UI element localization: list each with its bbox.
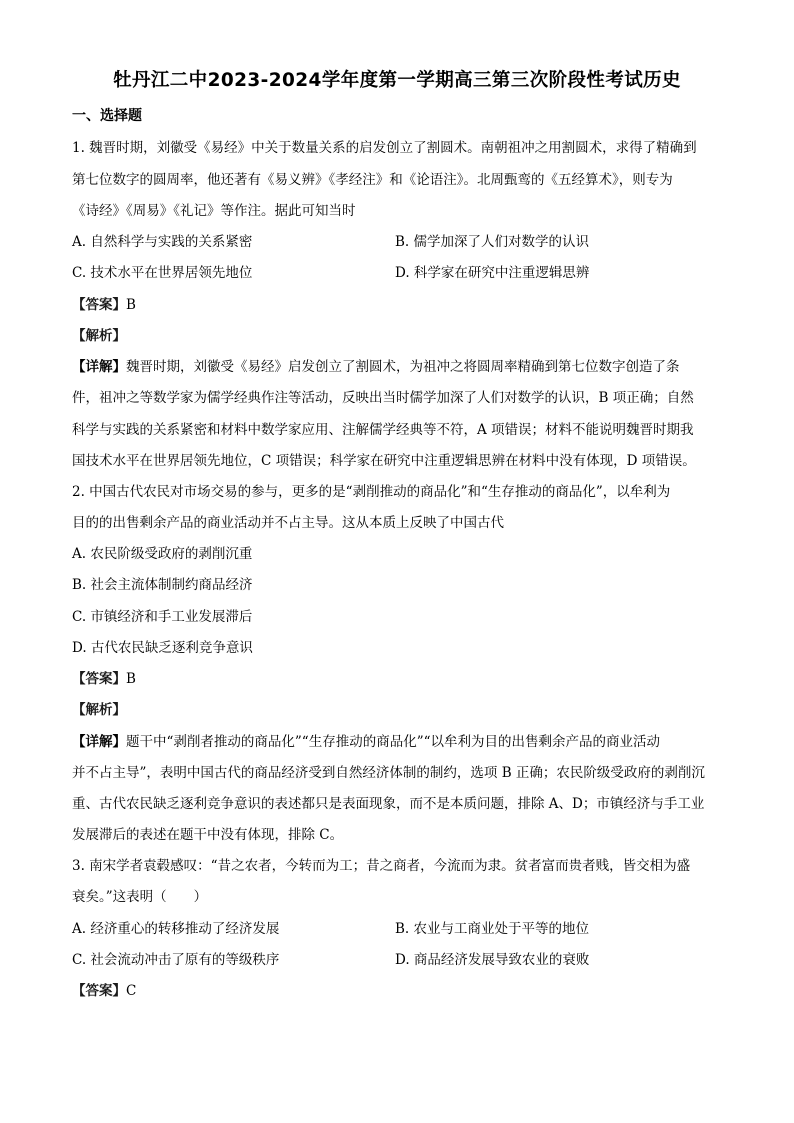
q2-detail-line (72, 732, 722, 752)
detail-label: 【详解】 (72, 734, 126, 750)
q1-detail-line: 科学与实践的关系紧密和材料中数学家应用、注解儒学经典等不符，A 项错误；材料不能说明魏晋时期我 (72, 422, 694, 438)
q2-stem-line: 2. 中国古代农民对市场交易的参与，更多的是“剥削推动的商品化”和“生存推动的商品化”，以牟利为 (72, 484, 671, 500)
q1-option-d: D. 科学家在研究中注重逻辑思辨 (395, 265, 590, 281)
q2-detail-line: 并不占主导”，表明中国古代的商品经济受到自然经济体制的制约，选项 B 正确；农民阶级受政府的剥削沉 (72, 765, 705, 781)
q2-analysis (72, 700, 126, 720)
answer-label: 【答案】 (72, 297, 126, 313)
q3-stem-line: 3. 南宋学者袁毂感叹：“昔之农者，今转而为工；昔之商者，今流而为隶。贫者富而贵者贱，皆交相为盛 (72, 858, 691, 874)
q1-answer (72, 295, 136, 315)
q3-stem-line: 衰矣。”这表明（ ） (72, 889, 208, 905)
q2-detail-line: 重、古代农民缺乏逐利竞争意识的表述都只是表面现象，而不是本质问题，排除 A、D；市镇经济与手工业 (72, 796, 705, 812)
q1-stem-line: 第七位数字的圆周率，他还著有《易义辨》《孝经注》和《论语注》。北周甄鸾的《五经算术》，则专为 (72, 172, 673, 188)
page-title: 牡丹江二中2023-2024学年度第一学期高三第三次阶段性考试历史 (113, 70, 681, 91)
answer-label: 【答案】 (72, 671, 126, 687)
q1-stem-line: 1. 魏晋时期，刘徽受《易经》中关于数量关系的启发创立了割圆术。南朝祖冲之用割圆术，求得了精确到 (72, 140, 697, 156)
q3-option-d: D. 商品经济发展导致农业的衰败 (395, 952, 590, 968)
answer-value: C (126, 983, 137, 999)
q1-option-b: B. 儒学加深了人们对数学的认识 (395, 234, 590, 250)
q1-analysis (72, 326, 126, 346)
q2-detail-line: 发展滞后的表述在题干中没有体现，排除 C。 (72, 827, 344, 843)
analysis-label: 【解析】 (72, 328, 126, 344)
detail-label: 【详解】 (72, 359, 126, 375)
q3-answer (72, 981, 136, 1001)
analysis-label: 【解析】 (72, 702, 126, 718)
q2-option-b: B. 社会主流体制制约商品经济 (72, 577, 253, 593)
detail-text: 题干中“剥削者推动的商品化”“生存推动的商品化”“以牟利为目的出售剩余产品的商业活动 (126, 734, 661, 750)
q2-option-c: C. 市镇经济和手工业发展滞后 (72, 609, 253, 625)
answer-value: B (126, 297, 136, 313)
q1-detail-line: 件，祖冲之等数学家为儒学经典作注等活动，反映出当时儒学加深了人们对数学的认识，B 项正确；自然 (72, 390, 694, 406)
answer-value: B (126, 671, 136, 687)
q2-stem-line: 目的的出售剩余产品的商业活动并不占主导。这从本质上反映了中国古代 (72, 515, 504, 531)
q3-option-b: B. 农业与工商业处于平等的地位 (395, 921, 590, 937)
q1-stem-line: 《诗经》《周易》《礼记》等作注。据此可知当时 (72, 203, 356, 219)
q3-option-c: C. 社会流动冲击了原有的等级秩序 (72, 952, 280, 968)
section-heading: 一、选择题 (72, 108, 142, 124)
q1-detail-line: 国技术水平在世界居领先地位，C 项错误；科学家在研究中注重逻辑思辨在材料中没有体现，D 项错误。 (72, 453, 696, 469)
q2-answer (72, 669, 136, 689)
q1-option-c: C. 技术水平在世界居领先地位 (72, 265, 253, 281)
q3-option-a: A. 经济重心的转移推动了经济发展 (72, 921, 280, 937)
q1-detail-line (72, 357, 722, 377)
q2-option-a: A. 农民阶级受政府的剥削沉重 (72, 546, 253, 562)
q2-option-d: D. 古代农民缺乏逐利竞争意识 (72, 640, 253, 656)
detail-text: 魏晋时期，刘徽受《易经》启发创立了割圆术，为祖冲之将圆周率精确到第七位数字创造了条 (126, 359, 680, 375)
answer-label: 【答案】 (72, 983, 126, 999)
q1-option-a: A. 自然科学与实践的关系紧密 (72, 234, 253, 250)
